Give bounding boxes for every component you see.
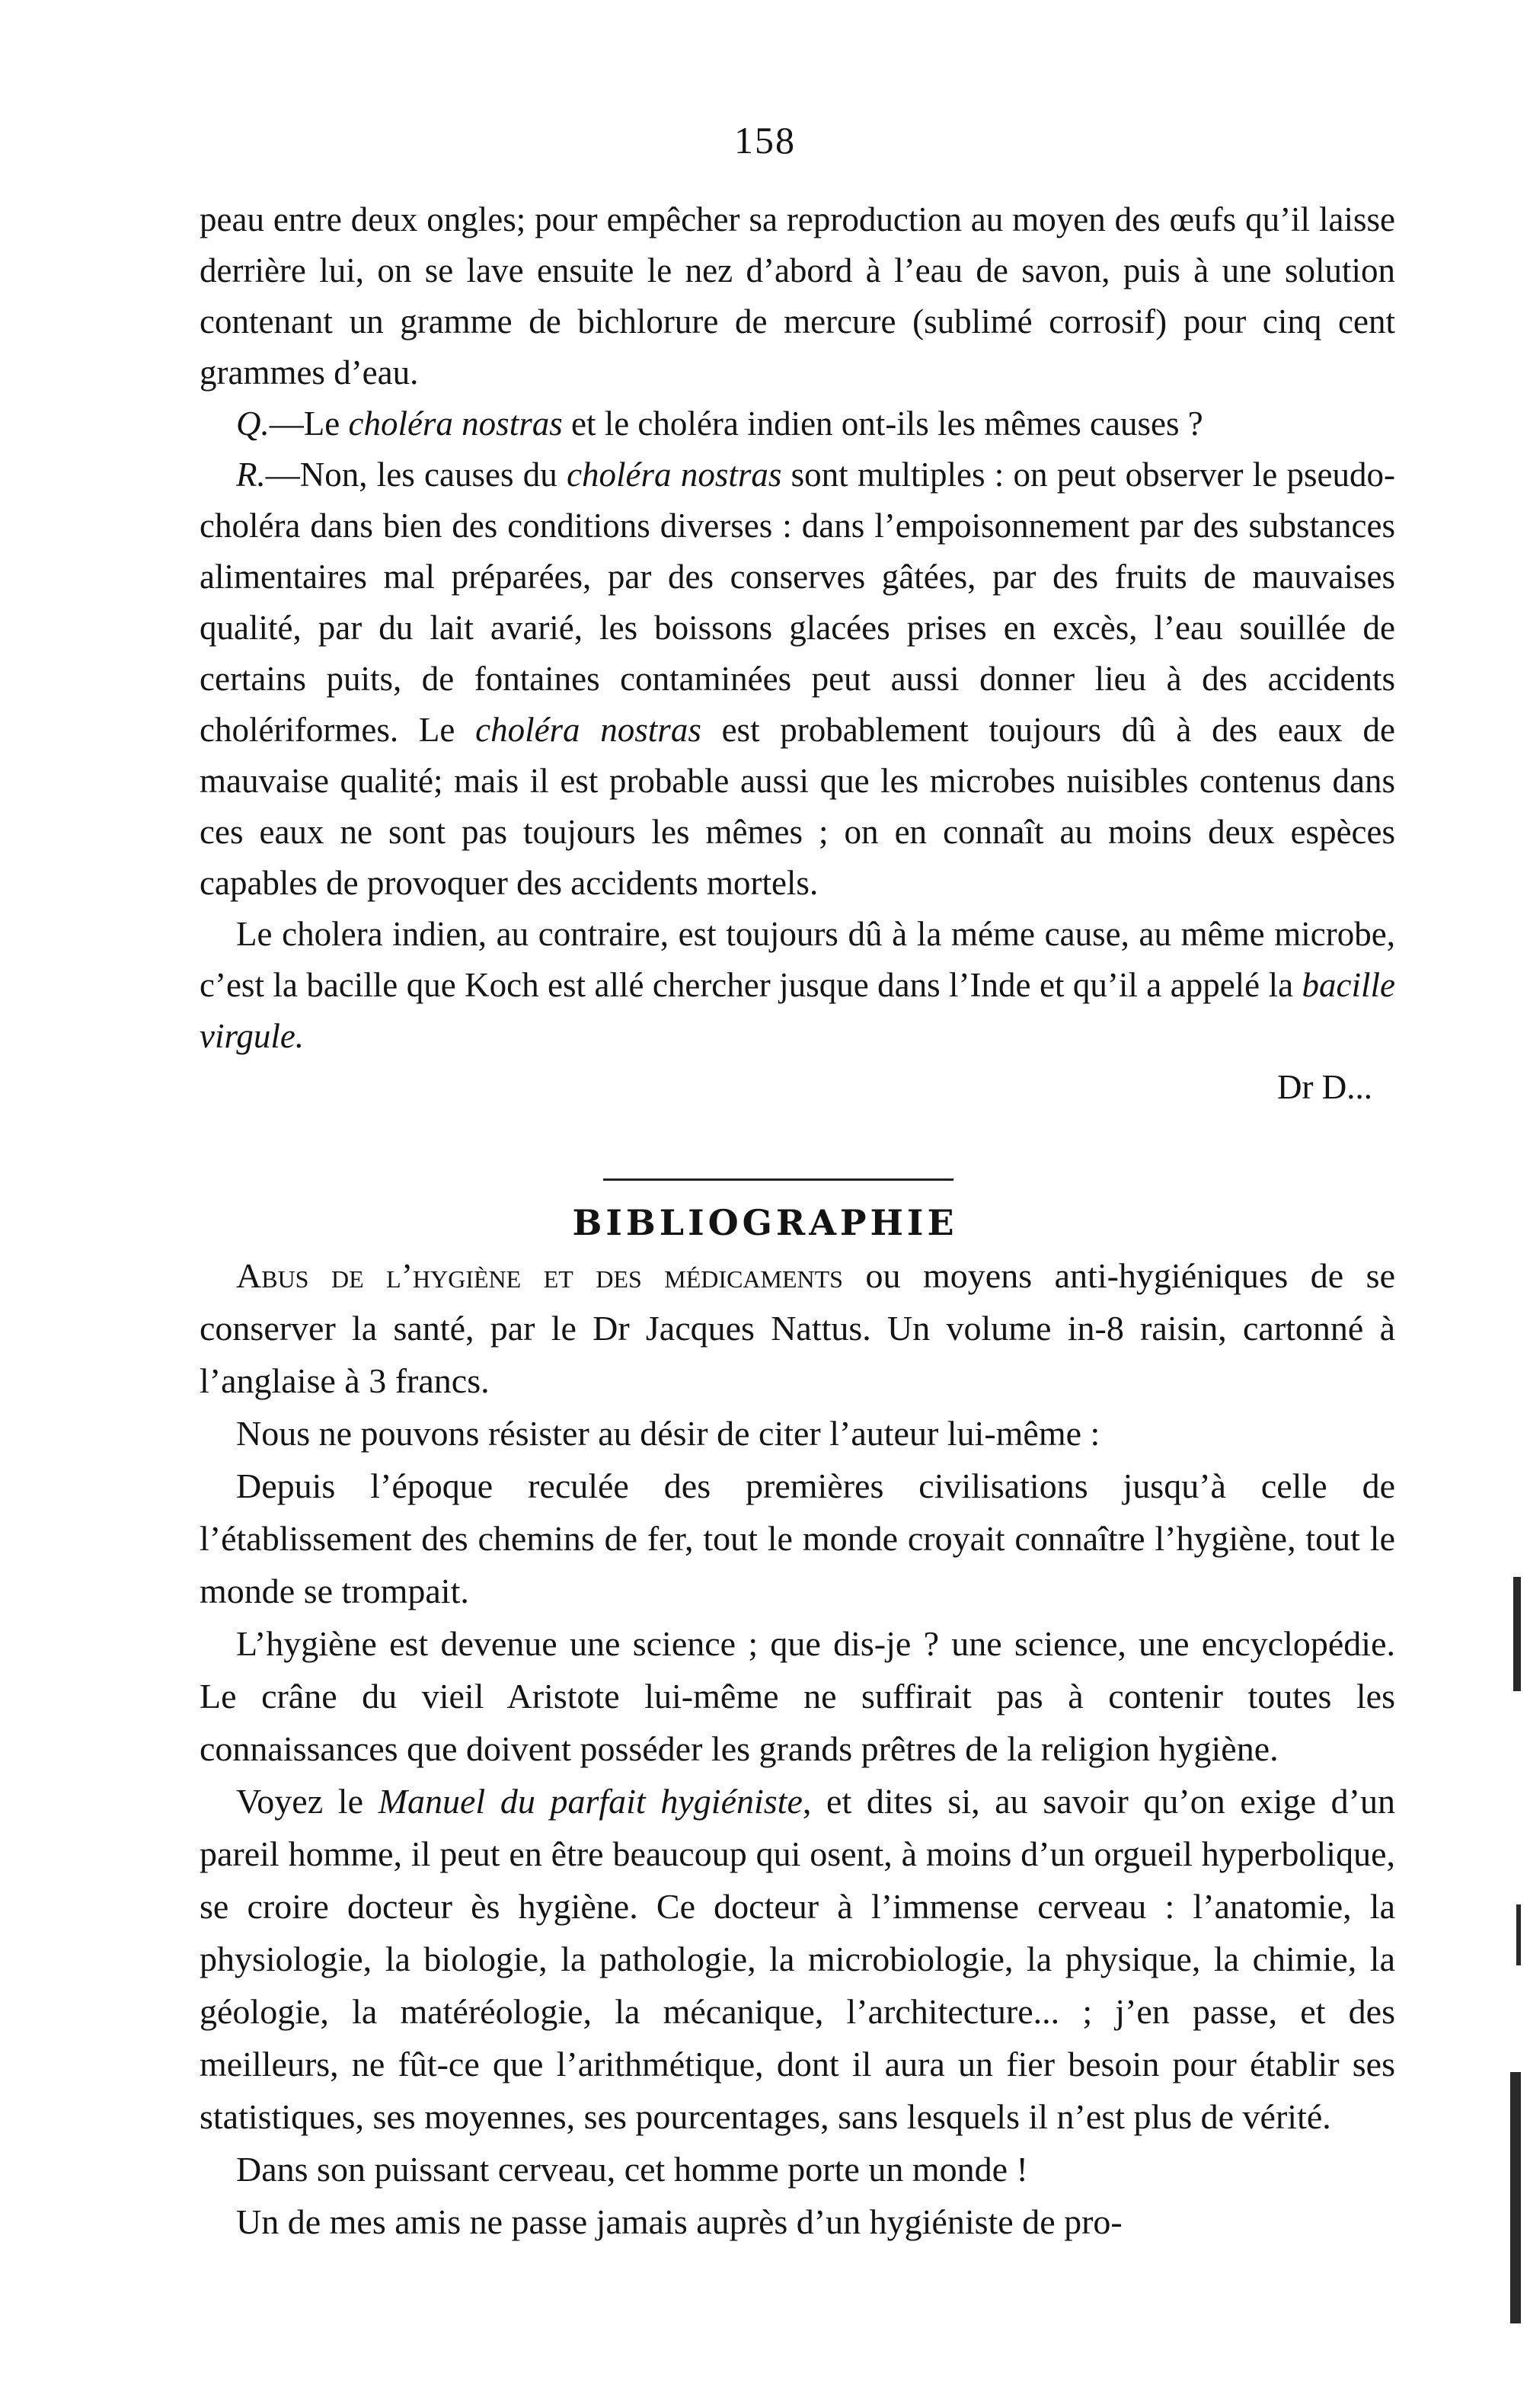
review-paragraph-7: Un de mes amis ne passe jamais auprès d’un hygiéniste de pro- bbox=[236, 2202, 1123, 2241]
paragraph-indian-cholera: Le cholera indien, au contraire, est toujours dû à la méme cause, au même microbe, c’est la bacille que Koch est allé chercher jusque dans l’Inde et qu’il a appelé la bacille virgule. bbox=[200, 915, 1395, 1055]
answer-italic-term-1: choléra nostras bbox=[567, 456, 782, 494]
author-signature: Dr D... bbox=[1277, 1068, 1372, 1106]
answer-label: R. bbox=[236, 456, 266, 494]
book-entry bbox=[200, 1249, 1395, 1407]
review-paragraph-2: Nous ne pouvons résister au désir de citer l’auteur lui-même : bbox=[236, 1414, 1100, 1453]
page-number: 158 bbox=[734, 119, 796, 161]
review-paragraph-5: Voyez le Manuel du parfait hygiéniste, et dites si, au savoir qu’on exige d’un pareil homme, il peut en être beaucoup qui osent, à moins d’un orgueil hyperbolique, se croire docteur ès hygiène. Ce docteur à l’immense cerveau : l’anatomie, la physiologie, la biologie, la pathologie, la microbiologie, la physique, la chimie, la géologie, la matéréologie, la mécanique, l’architecture... ; j’en passe, et des meilleurs, ne fût-ce que l’arithmétique, dont il aura un fier besoin pour établir ses statistiques, ses moyennes, ses pourcentages, sans lesquels il n’est plus de vérité. bbox=[200, 1782, 1395, 2136]
review-paragraph-6: Dans son puissant cerveau, cet homme porte un monde ! bbox=[236, 2150, 1028, 2189]
manual-title-italic: Manuel du parfait hygiéniste bbox=[378, 1782, 803, 1821]
book-description: ou moyens anti-hygiéniques de se conserver la santé, par le Dr Jacques Nattus. Un volume in-8 raisin, cartonné à l’anglaise à 3 francs. bbox=[200, 1256, 1395, 1400]
scan-edge-mark bbox=[1516, 1904, 1521, 1965]
question-italic-term: choléra nostras bbox=[348, 405, 563, 443]
section-divider bbox=[603, 1178, 953, 1181]
scan-edge-mark bbox=[1510, 2072, 1521, 2323]
bacille-virgule-term: bacille virgule. bbox=[200, 966, 1395, 1055]
article-qa-section bbox=[200, 194, 1395, 1113]
answer-paragraph: R.—Non, les causes du choléra nostras sont multiples : on peut observer le pseudo-choléra dans bien des conditions diverses : dans l’empoisonnement par des substances alimentaires mal préparées, par des conserves gâtées, par des fruits de mauvaises qualité, par du lait avarié, les boissons glacées prises en excès, l’eau souillée de certains puits, de fontaines contaminées peut aussi donner lieu à des accidents cholériformes. Le choléra nostras est probablement toujours dû à des eaux de mauvaise qualité; mais il est probable aussi que les microbes nuisibles contenus dans ces eaux ne sont pas toujours les mêmes ; on en connaît au moins deux espèces capables de provoquer des accidents mortels. bbox=[200, 456, 1396, 902]
section-heading: BIBLIOGRAPHIE bbox=[572, 1202, 958, 1243]
review-paragraph-4: L’hygiène est devenue une science ; que dis-je ? une science, une encyclopédie. Le crâne du vieil Aristote lui-même ne suffirait pas à contenir toutes les connaissances que doivent posséder les grands prêtres de la religion hygiène. bbox=[200, 1624, 1395, 1768]
book-title: Abus de l’hygiène et des médicaments bbox=[236, 1256, 843, 1295]
answer-italic-term-2: choléra nostras bbox=[475, 711, 701, 749]
bibliography-section bbox=[200, 1249, 1395, 2248]
scan-edge-mark bbox=[1513, 1577, 1521, 1691]
question-label: Q. bbox=[236, 405, 270, 443]
paragraph-sublimate-treatment: peau entre deux ongles; pour empêcher sa reproduction au moyen des œufs qu’il laisse derrière lui, on se lave ensuite le nez d’abord à l’eau de savon, puis à une solution contenant un gramme de bichlorure de mercure (sublimé corrosif) pour cinq cent grammes d’eau. bbox=[200, 200, 1395, 392]
question-paragraph: Q.—Le choléra nostras et le choléra indien ont-ils les mêmes causes ? bbox=[236, 405, 1203, 443]
review-paragraph-3: Depuis l’époque reculée des premières civilisations jusqu’à celle de l’établissement des chemins de fer, tout le monde croyait connaître l’hygiène, tout le monde se trompait. bbox=[200, 1466, 1395, 1610]
